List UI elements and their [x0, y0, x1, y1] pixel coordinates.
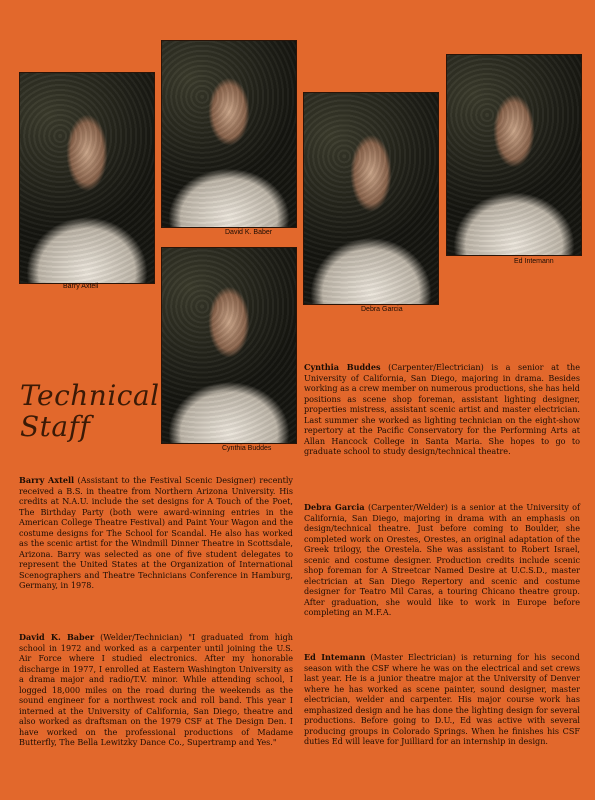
bio-name: Cynthia Buddes — [304, 362, 381, 372]
caption-barry-axtell: Barry Axtell — [63, 283, 99, 290]
bio-text: (Carpenter/Welder) is a senior at the University of California, San Diego, majoring in drama with an emphasis on design/technical theatre. Just before coming to Boulder, she completed work on Orestes, Orestes, an original adaptation of the Greek trilogy, the Orestela. She was assistant to Robert Israel, scenic and costume designer. Production credits include scenic shop foreman for A Streetcar Named Desire at U.C.S.D., master electrician at San Diego Repertory and scenic and costume designer for Teatro Mil Caras, a touring Chicano theatre group. After graduation, she would like to work in Europe before completing an M.F.A. — [304, 502, 580, 618]
bio-name: Barry Axtell — [19, 475, 75, 485]
caption-david-baber: David K. Baber — [225, 229, 273, 236]
bio-name: David K. Baber — [19, 632, 95, 642]
caption-cynthia-buddes: Cynthia Buddes — [222, 445, 272, 452]
heading-line-2: Staff — [20, 410, 91, 443]
bio-name: Ed Intemann — [304, 652, 366, 662]
bio-text: (Master Electrician) is returning for his second season with the CSF where he was on the electrical and set crews last year. He is a junior theatre major at the University of Denver where he has worked as scene painter, sound designer, master electrician, welder and carpenter. His major course work has emphasized design and he has done the lighting design for several productions. Before going to D.U., Ed was active with several producing groups in Colorado Springs. When he finishes his CSF duties Ed will leave for Juilliard for an internship in design. — [304, 652, 580, 747]
bio-barry-axtell — [19, 475, 293, 591]
section-heading — [20, 380, 160, 442]
bio-text: (Assistant to the Festival Scenic Designer) recently received a B.S. in theatre from Northern Arizona University. His credits at N.A.U. include the set designs for A Touch of the Poet, The Birthday Party (both were award-winning entries in the American College Theatre Festival) and Paint Your Wagon and the costume designs for The School for Scandal. He also has worked as the scenic artist for the Windmill Dinner Theatre in Scottsdale, Arizona. Barry was selected as one of five student delegates to represent the United States at the Organization of International Scenographers and Theatre Technicians Conference in Hamburg, Germany, in 1978. — [19, 475, 293, 591]
caption-ed-intemann: Ed Intemann — [514, 258, 554, 265]
photo-david-baber — [161, 40, 297, 228]
heading-line-1: Technical — [20, 379, 160, 412]
bio-david-baber — [19, 632, 293, 748]
bio-debra-garcia — [304, 502, 580, 618]
bio-text: (Carpenter/Electrician) is a senior at the University of California, San Diego, majoring in drama. Besides working as a crew member on numerous productions, she has held positions as scene shop foreman, assistant lighting designer, properties mistress, assistant scenic artist and master electrician. Last summer she worked as lighting technician on the eight-show repertory at the Pacific Conservatory for the Performing Arts at Allan Hancock College in Santa Maria. She hopes to go to graduate school to study design/technical theatre. — [304, 362, 580, 457]
photo-cynthia-buddes — [161, 247, 297, 444]
bio-name: Debra Garcia — [304, 502, 365, 512]
photo-ed-intemann — [446, 54, 582, 256]
caption-debra-garcia: Debra Garcia — [361, 306, 403, 313]
bio-ed-intemann — [304, 652, 580, 747]
bio-cynthia-buddes — [304, 362, 580, 457]
bio-text: (Welder/Technician) "I graduated from high school in 1972 and worked as a carpenter until joining the U.S. Air Force where I studied electronics. After my honorable discharge in 1977, I enrolled at Eastern Washington University as a drama major and radio/T.V. minor. While attending school, I logged 18,000 miles on the road during the weekends as the sound engineer for a northwest rock and roll band. This year I interned at the University of California, San Diego, theatre and also worked as draftsman on the 1979 CSF at The Design Den. I have worked on the professional productions of Madame Butterfly, The Bella Lewitzky Dance Co., Supertramp and Yes." — [19, 632, 293, 748]
photo-debra-garcia — [303, 92, 439, 305]
photo-barry-axtell — [19, 72, 155, 284]
